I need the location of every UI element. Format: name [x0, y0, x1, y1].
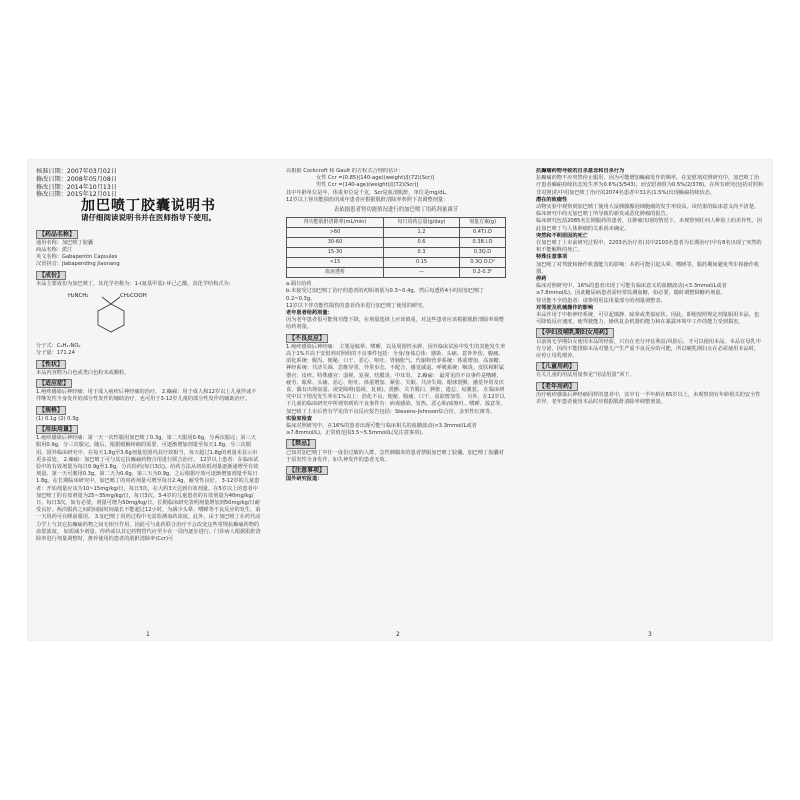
table-header-cell: 每日用药总量(g/day) — [384, 218, 460, 228]
paragraph: 加巴喷丁对驾驶和操作机器能力的影响：本药可能引起头晕、嗜睡等，服药期间避免驾车和操作机器。 — [536, 261, 760, 275]
usage-text: 1.疱疹感染后神经痛：第一天一次性服用加巴喷丁0.3g，第二天服用0.6g，分两次服完；第三天服用0.9g，分三次服完。随后，根据缓解疼痛的需要，可逐渐增加剂量至每天1.8g，分三次服用。国外临床研究中，在每天1.8g至3.6g剂量范围内其疗效相当，每天超过1.8g的剂量未显示出更多益处。 2.癫痫：加巴喷丁可与其它抗癫痫药物合用进行联合治疗。 12岁以上患者：在临床试验中的有效剂量为每日0.9g至1.8g，分次给药(每日3次)。给药方法从初始低剂量逐渐递增至有效剂量。第一天可服用0.3g，第二天为0.6g，第三天为0.9g，之后根据疗效可逐渐增加剂量至每日1.8g。在长期临床研究中，加巴喷丁的用药剂量可增至每日2.4g，耐受性良好。 3-12岁的儿童患者：开始剂量应该为10~15mg/kg/日，每日3次，在大约3天达到有效剂量。在5岁以上的患者中加巴喷丁的有效剂量为25~35mg/kg/日，每日3次。3-4岁的儿童患者的有效剂量为40mg/kg/日，每日3次。如有必要，剂量可增为50mg/kg/日。长期临床研究表明剂量增加到50mg/kg/日耐受良好。两次服药之间的间隔时间最长不能超过12小时。为减少头晕、嗜睡等不良反应的发生，第一天用药可在睡前服用。 3.加巴喷丁用药过程中无需监测血药浓度。此外，由于加巴喷丁在药代动力学上与其它抗癫痫药物之间无相互作用，因此可与此药联合治疗不会改变这些常规抗癫痫药物的血浆浓度。 如需减少剂量、停药或以其它药物替代应至少在一周内逐步进行。门诊病人根据肌酐清除率进行剂量调整时，推荐使用的患者的肌酐清除率(Ccr)可 — [36, 435, 261, 543]
section-header-indications: 【适应症】 — [36, 379, 72, 388]
section-header-usage: 【用法用量】 — [36, 425, 78, 434]
revision-date: 修改日期：2014年10月13日 — [36, 183, 117, 191]
paragraph: 本品作用于中枢神经系统，可引起镇静、眩晕或类似症状。因此，即使按照规定剂量服用本品，也可降低反应速度，使驾驶能力、操纵复杂机器的能力和在暴露环境中工作的能力受到损害。 — [536, 312, 760, 326]
paragraph: 目前尚无孕期妇女使用本品的经验，只有在充分评估利益/风险后，才可以使用本品。本品在母乳中有分泌，因尚不能排除本品对婴儿产生严重不良反应的可能，所以哺乳期妇女在必需使用本品时，应停止母乳喂养。 — [536, 338, 761, 360]
subsection-heading: 抗癫痫药物导致的自杀意念和自杀行为 — [536, 168, 625, 174]
dose-adjust-text: 12岁以上肾功能损伤的成年患者应根据肌酐清除率参照下表调整剂量： — [286, 196, 449, 203]
equation-male: 男性 Ccr =(140-age)(weight)/[(72)(Scr)] — [316, 182, 419, 189]
table-row — [287, 238, 506, 248]
section-header-geriatric: 【老年用药】 — [536, 382, 578, 391]
paragraph: 肾功能不全的患者：请参照用法用量部分的剂量调整表。 — [536, 297, 666, 304]
section-header-precautions: 【注意事项】 — [286, 466, 328, 475]
section-header-contraindications: 【禁忌】 — [286, 439, 316, 448]
section-header-pediatric: 【儿童用药】 — [536, 362, 578, 371]
section-header-description: 【性状】 — [36, 360, 66, 369]
table-cell: 15-30 — [287, 248, 384, 258]
column-2 — [286, 168, 506, 638]
table-cell: 0.3B.I.D — [459, 238, 505, 248]
name-line: 商品名称：派汀 — [36, 247, 73, 253]
lab-heading: 实验室检查 — [286, 415, 312, 422]
table-header-cell: 剂量方案(g) — [459, 218, 505, 228]
paragraph: 在加巴喷丁上市前研究过程中，2203名治疗者(其中2103名患者为长期治疗)中有8名出现了突然的和不能解释的死亡。 — [536, 240, 762, 254]
table-cell: >60 — [287, 228, 384, 238]
subsection-heading: 特殊注意事项 — [536, 254, 568, 261]
paragraph: 临床对照研究中，16%的患者出现了可能有临床意义的血糖波动(<3.3mmol/L或者≥7.8mmol/L)，因此糖尿病患者需经常监测血糖，如必要，随时调整降糖药剂量。 — [536, 283, 727, 297]
name-line: 英文名称：Gabapentin Capsules — [36, 254, 118, 261]
subsection-heading: 潜在的致瘤性 — [536, 196, 568, 203]
page-number: 1 — [146, 631, 150, 638]
table-cell: — — [384, 268, 460, 278]
name-line: 通用名称：加巴喷丁胶囊 — [36, 239, 94, 246]
revision-date: 修改日期：2015年12月01日 — [36, 191, 117, 199]
table-cell: 0.3Q.D — [459, 248, 505, 258]
paragraph: 动物实验中观察到加巴喷丁使用大鼠胰腺腺泡细胞瘤的发生率较高。该结果的临床意义尚不清楚。临床研究中尚无加巴喷丁所导致的新发或恶化肿瘤的报告。 — [536, 204, 760, 218]
formula-intro: 以根据 Cockcroft 和 Gault 的方程式合理的估计： — [286, 168, 404, 174]
table-cell: 0.3Q.O.Dᵃ — [459, 258, 505, 268]
page-number: 2 — [396, 631, 400, 638]
table-cell: 0.3 — [384, 248, 460, 258]
precautions-text: 国外研究报道： — [286, 476, 323, 483]
table-row — [287, 228, 506, 238]
ingredients-text: 本品主要成份为加巴喷丁，其化学名称为：1-(氨基甲基)-环己乙酸。其化学结构式为： — [36, 280, 234, 287]
approval-date: 核准日期：2007年03月02日 — [36, 168, 117, 175]
table-cell: 1.2 — [384, 228, 460, 238]
contraindications-text: 已知对加巴喷丁中任一成份过敏的人群，急性胰腺炎的患者禁服加巴喷丁胶囊。加巴喷丁胶囊对于原发性全身发作，如失神发作的患者无效。 — [286, 449, 504, 463]
table-cell: 0.6 — [384, 238, 460, 248]
document-title: 加巴喷丁胶囊说明书 — [81, 198, 216, 215]
table-header-row — [287, 218, 506, 228]
revision-date: 修改日期：2008年05月08日 — [36, 175, 117, 183]
table-row — [287, 258, 506, 268]
table-row — [287, 268, 506, 278]
indications-text: 1.疱疹感染后神经痛：用于成人疱疹后神经痛的治疗。 2.癫痫：用于成人和12岁以上儿童伴或不伴继发性全身发作的部分性发作的辅助治疗。也可用于3-12岁儿童的部分性发作的辅助治疗。 — [36, 389, 257, 403]
column-1 — [36, 168, 261, 638]
table-cell: <15 — [287, 258, 384, 268]
leaflet-sheet — [28, 160, 772, 640]
chemical-structure — [66, 290, 156, 338]
subsection-heading: 对驾驶及机械操作的影响 — [536, 304, 594, 311]
equation-note: 其中年龄单位是年，体重单位是千克，Scr是血清肌酐，单位是mg/dL。 — [286, 189, 451, 196]
lab-text: 临床对照研究中，在16%的患者出现可能与临床相关的血糖波动(<3.3mmol/L或者≥7.8mmol/L)，正常值范围3.5~5.5mmol/L(见注意事项)。 — [286, 423, 477, 437]
adverse-text: 1.疱疹感染后神经痛： 主要是眩晕、嗜睡，以及周围性水肿，因外临床试验中发生的其他发生率高于1%并高于安慰剂对照组的不良事件包括：全身/身体总体：感染、头痛、意外外伤、腹痛。消化系统：腹泻、便秘、口干、恶心、呕吐、胃肠胀气。代谢和营养系统：体重增加、高血糖。神经系统：共济失调、思维异常、异常步态、不配合、感觉减退。呼吸系统：咽炎。皮肤和附属器官：皮疹。特殊感官：弱视、复视、结膜炎、中耳炎。 2.癫痫： 最常见的不良事件是嗜睡、疲劳、眩晕、头痛、恶心、呕吐、体重增加、紧张、失眠、共济失调、眼球震颤、感觉异常及厌食。偶有出现衰弱、视觉障碍(弱视、复视)、震颤、关节脱臼、肿胀，遗忘、易激惹。 在临床研究中以下情况发生率在1%以上：消化不良、便秘、腹痛、口干、食欲增加等。 另外，在12岁以下儿童的临床研究中所观察到的不良事件有：病毒感染、发热、恶心和/或呕吐、嗜睡、敌意等。 加巴喷丁上市后曾有罕见的不良反应报告包括：Stevens-Johnson综合征、多形性红斑等。 — [286, 343, 506, 415]
specification-text: (1) 0.1g (2) 0.3g — [36, 415, 79, 422]
subsection-heading: 突然和不明原因的死亡 — [536, 232, 588, 239]
table-note-b: b.未接受过加巴喷丁治疗的患者的初始剂量为0.3~0.4g，然后每透析4小时给加巴喷丁0.2~0.3g。 — [286, 288, 485, 302]
table-caption: 表依据患者肾功能情况进行的加巴喷丁用药剂量调节 — [334, 207, 458, 214]
equation-female: 女性 Ccr =(0.85)(140-age)(weight)/[(72)(Scr)] — [316, 175, 435, 182]
pediatric-renal-note: 12岁以下伴功能性损伤的患者尚未进行加巴喷丁使用的研究。 — [286, 302, 428, 309]
section-header-name: 【药品名称】 — [36, 230, 78, 239]
structure-label-left: H₂NCH₂ — [68, 293, 89, 300]
table-row — [287, 248, 506, 258]
table-note-a: a.隔日给药 — [286, 281, 312, 288]
section-header-ingredients: 【成份】 — [36, 271, 66, 280]
section-header-specification: 【规格】 — [36, 406, 66, 415]
table-cell: 30-60 — [287, 238, 384, 248]
dose-table — [286, 217, 506, 278]
paragraph: 治疗疱疹感染后神经痛同样的患者中，其中有一半年龄在65岁以上，未观察到有年龄相关的安全性差异。老年患者使用本品时应根据肌酐清除率调整剂量。 — [536, 391, 761, 406]
table-cell: 0.2-0.3ᵇ — [459, 268, 505, 278]
description-text: 本品内容物为白色或类白色粉末或颗粒。 — [36, 369, 130, 376]
subsection-heading: 停药 — [536, 276, 547, 283]
paragraph: 抗癫痫药物不应突然停止服用，因为可能增加癫痫发作的频率。在安慰剂对照研究中，加巴喷丁治疗患者癫痫持续状态发生率为0.6%(3/543)，而安慰剂组为0.5%(2/378)。在所有研究(包括对照和非对照)的中用加巴喷丁治疗的2074名患者中31名(1.5%)出现癫痫持续状态。 — [536, 175, 764, 196]
elderly-dose-text: 因为老年患者很可能肾功能下降，在剂量选择上应该慎重，对这些患者应该根据肌酐清除率调整给药剂量。 — [286, 317, 504, 331]
structure-label-right: CH₂COOH — [120, 293, 147, 300]
table-cell: 0.4T.I.D — [459, 228, 505, 238]
table-header-cell: 肾功能肌酐清除率(mL/min) — [287, 218, 384, 228]
molecular-weight: 分子量：171.24 — [36, 350, 75, 357]
document-subtitle: 请仔细阅读说明书并在医师指导下使用。 — [81, 213, 216, 223]
column-3 — [536, 168, 764, 638]
paragraph: 临床研究包括2085名长期服药的患者，在肿瘤出现的情况下，未观察到任何人种别上的差异性。因此加巴喷丁与人体肿瘤的关系尚未确定。 — [536, 218, 762, 232]
section-header-adverse: 【不良反应】 — [286, 334, 328, 343]
page-number: 3 — [648, 631, 652, 638]
elderly-dose-heading: 老年患者给药剂量： — [286, 310, 333, 317]
table-cell: 0.15 — [384, 258, 460, 268]
approval-dates — [36, 168, 261, 199]
table-cell: 血液透析 — [287, 268, 384, 278]
name-line: 汉语拼音：Jiabapending Jiaonang — [36, 261, 120, 268]
paragraph: 有关儿童的用法用量参见“用法用量”项下。 — [536, 372, 635, 379]
molecular-formula: 分子式：C₉H₁₇NO₂ — [36, 343, 81, 350]
section-header-pregnancy: 【孕妇及哺乳期妇女用药】 — [536, 328, 614, 337]
